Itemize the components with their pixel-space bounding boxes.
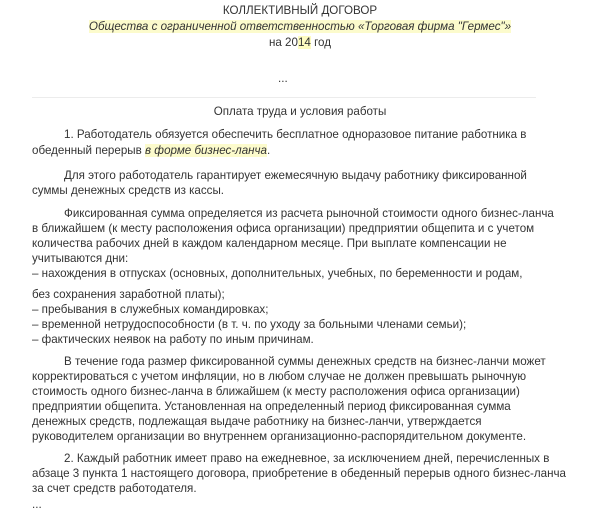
p4-line-3: стоимость одного бизнес-ланча в ближайшем (к месту расположения офиса организации)	[32, 385, 520, 398]
year-tail: год	[310, 36, 332, 49]
p1-line-1: 1. Работодатель обязуется обеспечить бесплатное одноразовое питание работника в	[64, 128, 527, 141]
year-highlight: 14	[297, 36, 311, 49]
p5-line-3: за счет средств работодателя.	[32, 482, 197, 495]
p1-line-2-post: .	[267, 144, 271, 157]
p3-line-1: Фиксированная сумма определяется из расчета рыночной стоимости одного бизнес-ланча	[64, 207, 554, 220]
p3-line-4: учитываются дни:	[32, 252, 129, 265]
p5-line-2: абзаце 3 пункта 1 настоящего договора, приобретение в обеденный перерыв одного бизнес-ланча	[32, 467, 566, 480]
p1-line-2	[32, 143, 270, 158]
p4-line-1: В течение года размер фиксированной суммы денежных средств на бизнес-ланчи может	[64, 355, 546, 368]
p2-line-2: суммы денежных средств из кассы.	[32, 184, 225, 197]
section-title: Оплата труда и условия работы	[213, 105, 387, 118]
p4-line-6: руководителем организации во внутреннем организационно-распорядительном документе.	[32, 430, 527, 443]
p4-line-5: денежных средств, подлежащая выдаче работнику на бизнес-ланчи, утверждается	[32, 415, 482, 428]
p3-line-5: – нахождения в отпусках (основных, дополнительных, учебных, по беременности и родам,	[32, 267, 523, 280]
p3-line-9: – фактических неявок на работу по иным причинам.	[32, 333, 314, 346]
document-title: КОЛЛЕКТИВНЫЙ ДОГОВОР	[222, 4, 378, 17]
p2-line-1: Для этого работодатель гарантирует ежемесячную выдачу работнику фиксированной	[64, 169, 527, 182]
p5-line-1: 2. Каждый работник имеет право на ежедневное, за исключением дней, перечисленных в	[64, 452, 550, 465]
p1-line-2-pre: обеденный перерыв	[32, 144, 145, 157]
document-year	[0, 35, 600, 50]
organization-name-line	[0, 19, 600, 34]
ellipsis-bottom: ...	[32, 498, 42, 511]
p3-line-2: в ближайшем (к месту расположения офиса организации) предприятии общепита и с учетом	[32, 222, 535, 235]
organization-name: Общества с ограниченной ответственностью «Торговая фирма "Гермес"»	[88, 20, 512, 33]
p3-line-3: количества рабочих дней в каждом календарном месяце. При выплате компенсации не	[32, 237, 507, 250]
p3-line-8: – временной нетрудоспособности (в т. ч. по уходу за больными членами семьи);	[32, 318, 467, 331]
year-prefix: на 20	[268, 36, 298, 49]
p3-line-7: – пребывания в служебных командировках;	[32, 303, 269, 316]
p4-line-4: предприятии общепита. Установленная на определенный период фиксированная сумма	[32, 400, 511, 413]
divider-line	[32, 97, 536, 98]
p4-line-2: корректироваться с учетом инфляции, но в любом случае не должен превышать рыночную	[32, 370, 527, 383]
business-lunch-highlight: в форме бизнес-ланча	[144, 144, 267, 157]
ellipsis-top: ...	[278, 72, 288, 85]
p3-line-6: без сохранения заработной платы);	[32, 288, 225, 301]
